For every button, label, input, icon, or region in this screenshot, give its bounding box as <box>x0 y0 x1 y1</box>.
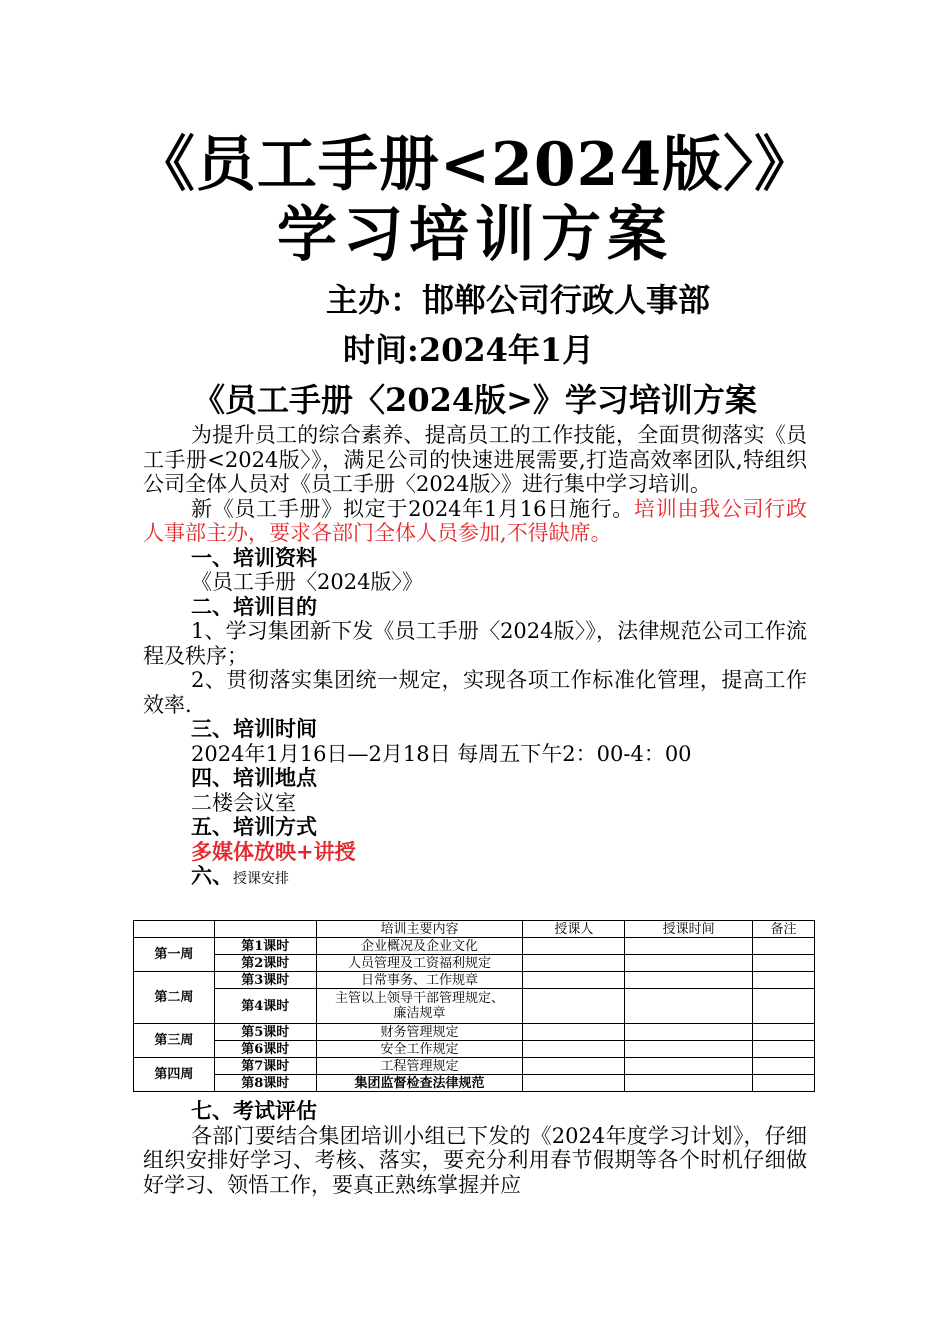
section-3-heading: 三、培训时间 <box>191 716 317 741</box>
table-header-cell <box>134 921 215 938</box>
table-header-row <box>134 921 815 938</box>
section-1-heading: 一、培训资料 <box>191 544 317 570</box>
lesson-cell: 第1课时 <box>214 938 316 955</box>
lesson-cell: 第8课时 <box>214 1075 316 1092</box>
table-header-cell <box>214 921 316 938</box>
table-header-cell: 备注 <box>753 921 815 938</box>
lesson-cell: 第5课时 <box>214 1024 316 1041</box>
section-1-body: 《员工手册〈2024版〉》 <box>191 570 423 594</box>
implementation-date-text: 新《员工手册》拟定于2024年1月16日施行。 <box>191 496 635 521</box>
table-row <box>134 989 815 1024</box>
intro-paragraph: 为提升员工的综合素养、提高员工的工作技能，全面贯彻落实《员工手册<2024版〉》，满足公司的快速进展需要,打造高效率团队,特组织公司全体人员对《员工手册〈2024版〉》进行集中学习培训。 <box>143 423 807 496</box>
implementation-paragraph <box>143 497 807 546</box>
section-6-number: 六、 <box>191 863 233 888</box>
table-row <box>134 955 815 972</box>
section-7 <box>143 1099 807 1197</box>
table-row <box>134 972 815 989</box>
section-6-label: 授课安排 <box>233 871 289 887</box>
content-cell: 企业概况及企业文化 <box>316 938 523 955</box>
week-cell: 第四周 <box>134 1058 215 1092</box>
sponsor-line: 主办：邯郸公司行政人事部 <box>326 281 711 319</box>
lesson-cell: 第2课时 <box>214 955 316 972</box>
date-line: 时间:2024年1月 <box>343 331 595 369</box>
section-7-heading: 七、考试评估 <box>191 1098 317 1123</box>
table-header-cell: 授课人 <box>523 921 625 938</box>
section-4-body: 二楼会议室 <box>191 790 296 815</box>
section-2-heading: 二、培训目的 <box>191 593 317 619</box>
section-2-item-2: 2、贯彻落实集团统一规定，实现各项工作标准化管理，提高工作效率. <box>143 668 807 717</box>
section-6-heading <box>143 864 807 892</box>
table-row <box>134 1075 815 1092</box>
content-cell: 主管以上领导干部管理规定、廉洁规章 <box>316 989 523 1024</box>
main-title-line1: 《员工手册<2024版〉》 <box>134 130 816 200</box>
table-row <box>134 1041 815 1058</box>
lesson-cell: 第6课时 <box>214 1041 316 1058</box>
lesson-cell: 第7课时 <box>214 1058 316 1075</box>
content-cell: 集团监督检查法律规范 <box>316 1075 523 1092</box>
attendance-requirement-text: 培训由我公司行政人事部主办，要求各部门全体人员参加,不得缺席。 <box>143 496 808 545</box>
content-cell: 日常事务、工作规章 <box>316 972 523 989</box>
section-4-heading: 四、培训地点 <box>191 765 317 790</box>
content-cell: 工程管理规定 <box>316 1058 523 1075</box>
week-cell: 第一周 <box>134 938 215 972</box>
lesson-cell: 第3课时 <box>214 972 316 989</box>
week-cell: 第三周 <box>134 1024 215 1058</box>
content-cell: 安全工作规定 <box>316 1041 523 1058</box>
section-5-body: 多媒体放映+讲授 <box>191 838 356 864</box>
table-header-cell: 培训主要内容 <box>316 921 523 938</box>
document-body <box>143 423 807 892</box>
section-2-item-1: 1、学习集团新下发《员工手册〈2024版〉》，法律规范公司工作流程及秩序； <box>143 619 807 668</box>
content-cell: 人员管理及工资福利规定 <box>316 955 523 972</box>
content-cell: 财务管理规定 <box>316 1024 523 1041</box>
main-title-line2: 学习培训方案 <box>277 200 673 270</box>
table-header-cell: 授课时间 <box>625 921 753 938</box>
schedule-table <box>133 920 815 1092</box>
lesson-cell: 第4课时 <box>214 989 316 1024</box>
table-row <box>134 1058 815 1075</box>
section-title: 《员工手册〈2024版>》学习培训方案 <box>193 381 757 419</box>
section-5-heading: 五、培训方式 <box>191 814 317 839</box>
table-row <box>134 1024 815 1041</box>
week-cell: 第二周 <box>134 972 215 1024</box>
table-row <box>134 938 815 955</box>
section-3-body: 2024年1月16日—2月18日 每周五下午2：00-4：00 <box>191 741 692 766</box>
section-7-body: 各部门要结合集团培训小组已下发的《2024年度学习计划》，仔细组织安排好学习、考核、落实，要充分利用春节假期等各个时机仔细做好学习、领悟工作，要真正熟练掌握并应 <box>143 1123 807 1197</box>
